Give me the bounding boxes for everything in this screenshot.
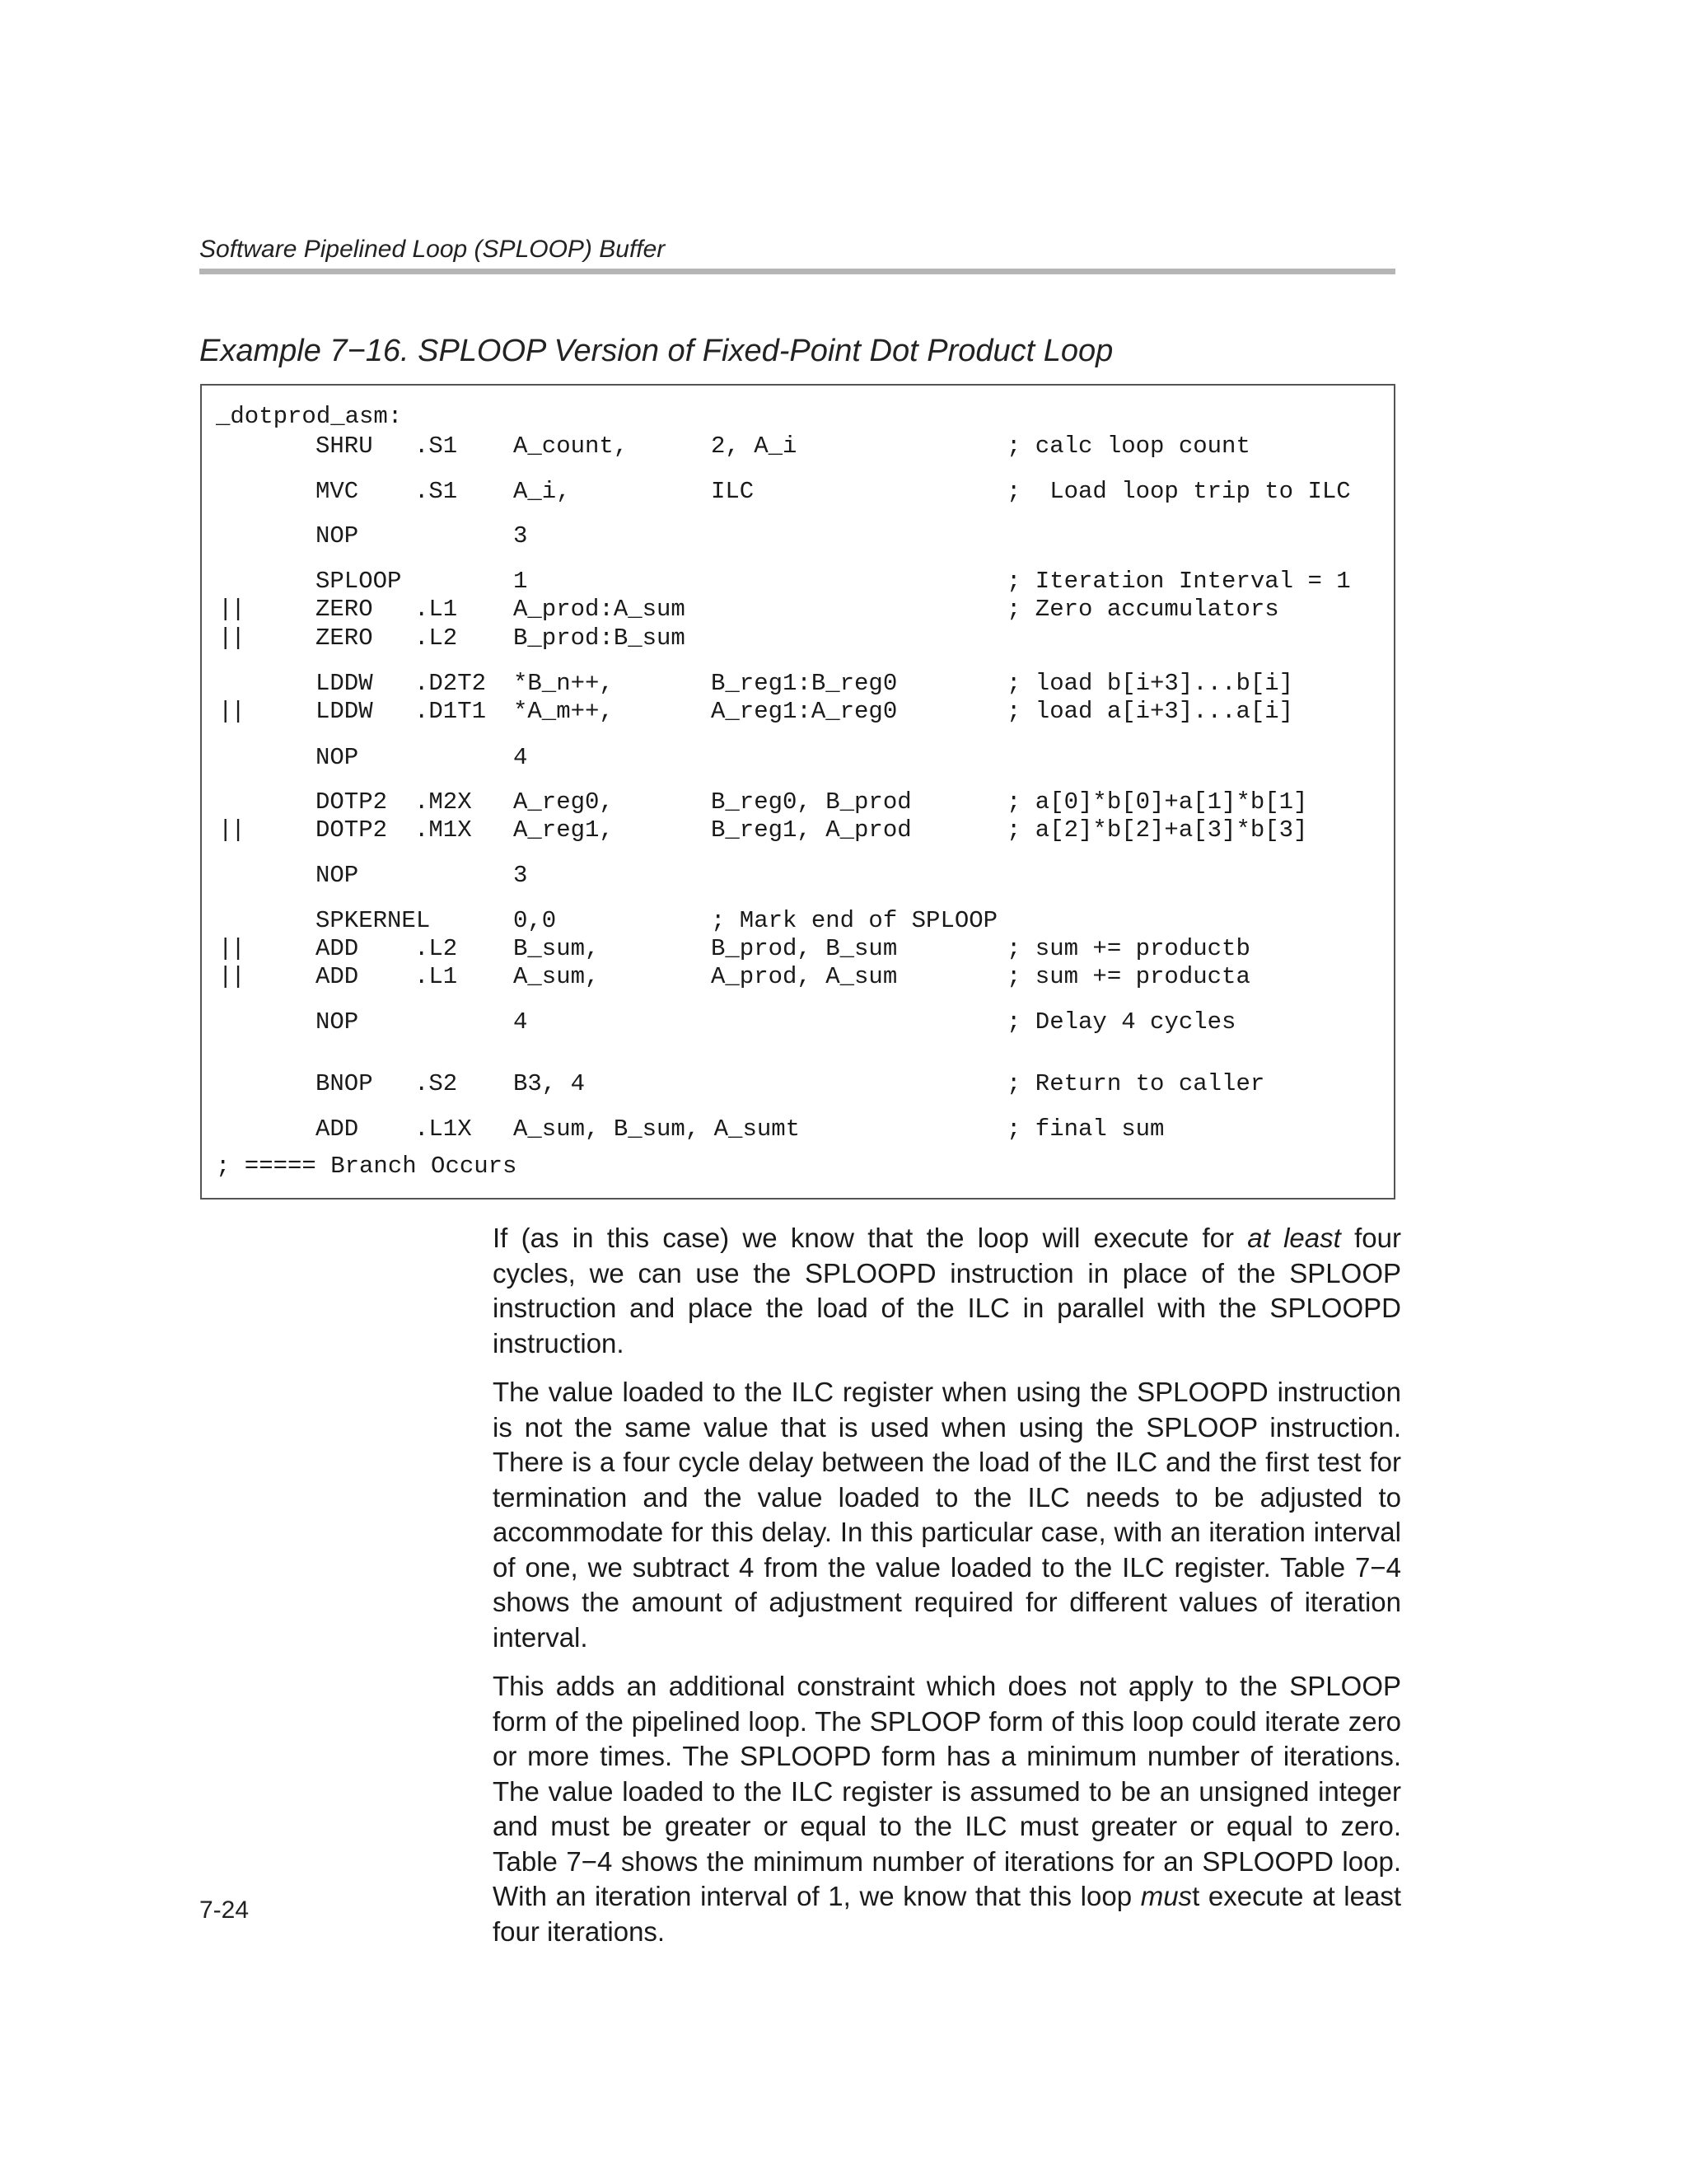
paragraph-text: t execute at least four iterations. [493, 1881, 1401, 1947]
code-unit: .S1 [414, 478, 458, 505]
code-operand-dest: A_reg1:A_reg0 [711, 698, 898, 725]
code-opcode: LDDW [315, 670, 373, 697]
code-comment: ; Load loop trip to ILC [1007, 478, 1351, 505]
code-operand-dest: ; Mark end of SPLOOP [711, 907, 998, 934]
code-opcode: ADD [315, 1115, 359, 1143]
code-opcode: MVC [315, 478, 359, 505]
code-operand: A_count, [513, 433, 629, 460]
code-opcode: SHRU [315, 433, 373, 460]
code-operand-dest: B_prod, B_sum [711, 935, 898, 962]
code-opcode: SPLOOP [315, 568, 402, 595]
running-header-title: Software Pipelined Loop (SPLOOP) Buffer [199, 236, 666, 263]
code-opcode: DOTP2 [315, 788, 388, 816]
code-operand: A_prod:A_sum [513, 596, 685, 623]
paragraph-text: If (as in this case) we know that the loop will execute for [493, 1223, 1248, 1253]
code-label: _dotprod_asm: [216, 403, 403, 430]
code-operand: 4 [513, 744, 528, 771]
code-footer: ; ===== Branch Occurs [216, 1153, 517, 1180]
page-number: 7-24 [199, 1896, 250, 1924]
code-opcode: ZERO [315, 624, 373, 652]
paragraph-text: The value loaded to the ILC register when using the SPLOOPD instruction is not the same value that is used when using the SPLOOP instruction. There is a four cycle delay between the load of the ILC and the first test for termination and the value loaded to the ILC needs to be adjusted to accommodate for this delay. In this particular case, with an iteration interval of one, we subtract 4 from the value loaded to the ILC register. Table 7−4 shows the amount of adjustment required for different values of iteration interval. [493, 1377, 1401, 1653]
code-comment: ; load a[i+3]...a[i] [1007, 698, 1294, 725]
code-comment: ; final sum [1007, 1115, 1165, 1143]
code-operand: 1 [513, 568, 528, 595]
code-operand: A_reg0, [513, 788, 614, 816]
code-operand: 4 [513, 1008, 528, 1036]
parallel-bars: || [218, 816, 244, 844]
code-opcode: NOP [315, 744, 359, 771]
code-unit: .L1 [414, 963, 458, 990]
parallel-bars: || [218, 698, 244, 725]
code-opcode: ZERO [315, 596, 373, 623]
code-operand-dest: A_prod, A_sum [711, 963, 898, 990]
code-operand: A_i, [513, 478, 571, 505]
code-comment: ; load b[i+3]...b[i] [1007, 670, 1294, 697]
code-comment: ; a[0]*b[0]+a[1]*b[1] [1007, 788, 1308, 816]
code-opcode: LDDW [315, 698, 373, 725]
code-comment: ; sum += productb [1007, 935, 1250, 962]
code-opcode: DOTP2 [315, 816, 388, 844]
paragraph-emphasis: mus [1140, 1881, 1193, 1911]
code-operand-dest: 2, A_i [711, 433, 797, 460]
code-unit: .D2T2 [414, 670, 487, 697]
code-operand: B_sum, [513, 935, 600, 962]
code-operand-dest: B_reg0, B_prod [711, 788, 912, 816]
code-opcode: ADD [315, 935, 359, 962]
code-operand: 3 [513, 522, 528, 550]
code-opcode: ADD [315, 963, 359, 990]
code-opcode: BNOP [315, 1070, 373, 1097]
code-operand: B_prod:B_sum [513, 624, 685, 652]
code-comment: ; Return to caller [1007, 1070, 1265, 1097]
code-comment: ; calc loop count [1007, 433, 1250, 460]
code-unit: .L2 [414, 624, 458, 652]
code-comment: ; sum += producta [1007, 963, 1250, 990]
example-title: Example 7−16. SPLOOP Version of Fixed-Point Dot Product Loop [199, 334, 1114, 368]
code-comment: ; Iteration Interval = 1 [1007, 568, 1351, 595]
code-comment: ; a[2]*b[2]+a[3]*b[3] [1007, 816, 1308, 844]
code-opcode: NOP [315, 522, 359, 550]
code-operand: B3, 4 [513, 1070, 586, 1097]
code-comment: ; Zero accumulators [1007, 596, 1279, 623]
code-unit: .M1X [414, 816, 472, 844]
paragraph [493, 1375, 1401, 1655]
paragraph-text: four cycles, we can use the SPLOOPD instruction in place of the SPLOOP instruction and place the load of the ILC in parallel with the SPLOOPD instruction. [493, 1223, 1401, 1359]
code-unit: .S1 [414, 433, 458, 460]
code-unit: .L2 [414, 935, 458, 962]
code-operand-dest: B_reg1, A_prod [711, 816, 912, 844]
paragraph-text: This adds an additional constraint which does not apply to the SPLOOP form of the pipelined loop. The SPLOOP form of this loop could iterate zero or more times. The SPLOOPD form has a minimum number of iterations. The value loaded to the ILC register is assumed to be an unsigned integer and must be greater or equal to the ILC must greater or equal to zero. Table 7−4 shows the minimum number of iterations for an SPLOOPD loop. With an iteration interval of 1, we know that this loop [493, 1671, 1401, 1911]
parallel-bars: || [218, 624, 244, 652]
code-operand: A_sum, [513, 963, 600, 990]
code-opcode: SPKERNEL [315, 907, 431, 934]
parallel-bars: || [218, 596, 244, 623]
parallel-bars: || [218, 963, 244, 990]
code-opcode: NOP [315, 862, 359, 889]
code-unit: .S2 [414, 1070, 458, 1097]
code-operand-dest: B_reg1:B_reg0 [711, 670, 898, 697]
code-unit: .L1 [414, 596, 458, 623]
code-unit: .M2X [414, 788, 472, 816]
body-text [493, 1221, 1401, 1963]
code-operand: *B_n++, [513, 670, 614, 697]
parallel-bars: || [218, 935, 244, 962]
header-rule [199, 269, 1395, 274]
paragraph-emphasis: at least [1247, 1223, 1341, 1253]
code-operand: A_sum, B_sum, A_sumt [513, 1115, 801, 1143]
code-operand: A_reg1, [513, 816, 614, 844]
paragraph [493, 1669, 1401, 1949]
code-operand: 3 [513, 862, 528, 889]
code-unit: .D1T1 [414, 698, 487, 725]
code-unit: .L1X [414, 1115, 472, 1143]
code-operand: 0,0 [513, 907, 557, 934]
code-comment: ; Delay 4 cycles [1007, 1008, 1236, 1036]
code-operand-dest: ILC [711, 478, 755, 505]
code-operand: *A_m++, [513, 698, 614, 725]
code-opcode: NOP [315, 1008, 359, 1036]
paragraph [493, 1221, 1401, 1361]
